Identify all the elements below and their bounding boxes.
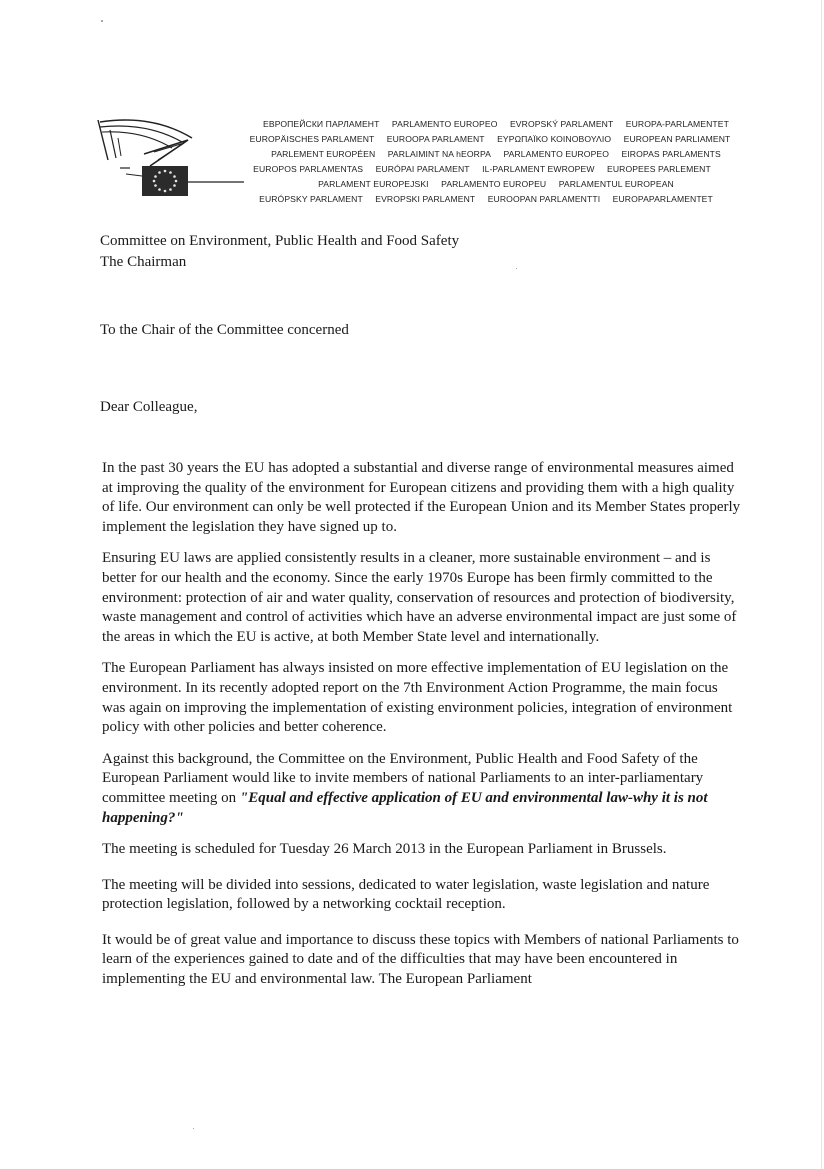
body-paragraph: The European Parliament has always insisted on more effective implementation of EU legislation on the environment. In its recently adopted report on the 7th Environment Action Programme, the main focus was again on improving the implementation of existing environment policies, integration of environment policy with other policies and better coherence. <box>102 660 733 736</box>
letter-body <box>102 459 742 1002</box>
name-text: IL-PARLAMENT EWROPEW <box>482 164 595 175</box>
name-text: EUROPEES PARLEMENT <box>607 164 711 175</box>
name-text: ЕВРОПЕЙСКИ ПАРЛАМЕНТ <box>263 119 380 129</box>
name-text: EUROOPAN PARLAMENTTI <box>487 194 601 205</box>
parliament-names <box>236 117 756 208</box>
names-line <box>208 162 756 177</box>
body-paragraph: Ensuring EU laws are applied consistently results in a cleaner, more sustainable environment – and is better for our health and the economy. Since the early 1970s Europe has been firmly committed to the environment: protection of air and water quality, conservation of resources and protection of biodiversity, waste management and control of activities which have an adverse environmental impact are just some of the areas in which the EU is active, at both Member State level and internationally. <box>102 550 737 645</box>
body-paragraph: The meeting is scheduled for Tuesday 26 March 2013 in the European Parliament in Brussels. <box>102 841 667 858</box>
scan-speck <box>193 1128 194 1129</box>
scan-speck <box>101 20 103 22</box>
name-text: PARLEMENT EUROPÉEN <box>271 149 376 160</box>
name-text: EUROPÄISCHES PARLAMENT <box>249 134 375 145</box>
scan-speck <box>516 268 517 269</box>
name-text: EVROPSKÝ PARLAMENT <box>509 119 614 129</box>
name-text: EUROPA-PARLAMENTET <box>625 119 729 129</box>
body-paragraph: In the past 30 years the EU has adopted a substantial and diverse range of environmental measures aimed at improving the quality of the environment for European citizens and providing them with a high quality of life. Our environment can only be well protected if the European Union and its Member States properly implement the legislation they have signed up to. <box>102 460 741 535</box>
name-text: PARLAMENT EUROPEJSKI <box>318 179 429 190</box>
name-text: EUROOPA PARLAMENT <box>386 134 485 145</box>
committee-name: Committee on Environment, Public Health and Food Safety <box>100 233 460 249</box>
sender-role: The Chairman <box>100 254 187 270</box>
sender-block <box>100 231 459 273</box>
name-text: EUROPEAN PARLIAMENT <box>623 134 731 145</box>
body-paragraph: It would be of great value and importance to discuss these topics with Members of national Parliaments to learn of the experiences gained to date and of the difficulties that may have been encountered in implementing the EU and environmental law. The European Parliament <box>102 931 739 988</box>
name-text: PARLAMENTO EUROPEO <box>503 149 610 160</box>
names-line <box>216 192 756 207</box>
names-line <box>224 132 756 147</box>
name-text: EVROPSKI PARLAMENT <box>375 194 476 205</box>
recipient-line: To the Chair of the Committee concerned <box>100 322 349 338</box>
body-paragraph <box>102 750 742 828</box>
name-text: PARLAMENTO EUROPEU <box>441 179 547 190</box>
name-text: ΕΥΡΩΠΑΪΚΟ ΚΟΙΝΟΒΟΥΛΙΟ <box>497 134 612 145</box>
body-paragraph: The meeting will be divided into sessions, dedicated to water legislation, waste legislation and nature protection legislation, followed by a networking cocktail reception. <box>102 876 710 913</box>
name-text: EUROPAPARLAMENTET <box>612 194 713 205</box>
names-line <box>236 177 756 192</box>
european-parliament-logo-icon <box>92 112 252 204</box>
name-text: EIROPAS PARLAMENTS <box>621 149 721 160</box>
name-text: EURÓPSKY PARLAMENT <box>259 194 363 205</box>
paragraph-text: Against this background, the Committee on the Environment, Public Health and Food Safety of the European Parliament would like to invite members of national Parliaments to an inter-parliamentary committee meeting on <box>102 750 704 806</box>
names-line <box>236 117 756 132</box>
meeting-title: "Equal and effective application of EU and environmental law-why it is not happening?" <box>102 789 708 826</box>
names-line <box>236 147 756 162</box>
name-text: EURÓPAI PARLAMENT <box>375 164 470 175</box>
name-text: PARLAMENTUL EUROPEAN <box>558 179 674 190</box>
salutation: Dear Colleague, <box>100 399 198 415</box>
name-text: EUROPOS PARLAMENTAS <box>253 164 364 175</box>
name-text: PARLAIMINT NA hEORPA <box>387 149 491 160</box>
name-text: PARLAMENTO EUROPEO <box>391 119 498 129</box>
scan-edge <box>821 0 822 1169</box>
